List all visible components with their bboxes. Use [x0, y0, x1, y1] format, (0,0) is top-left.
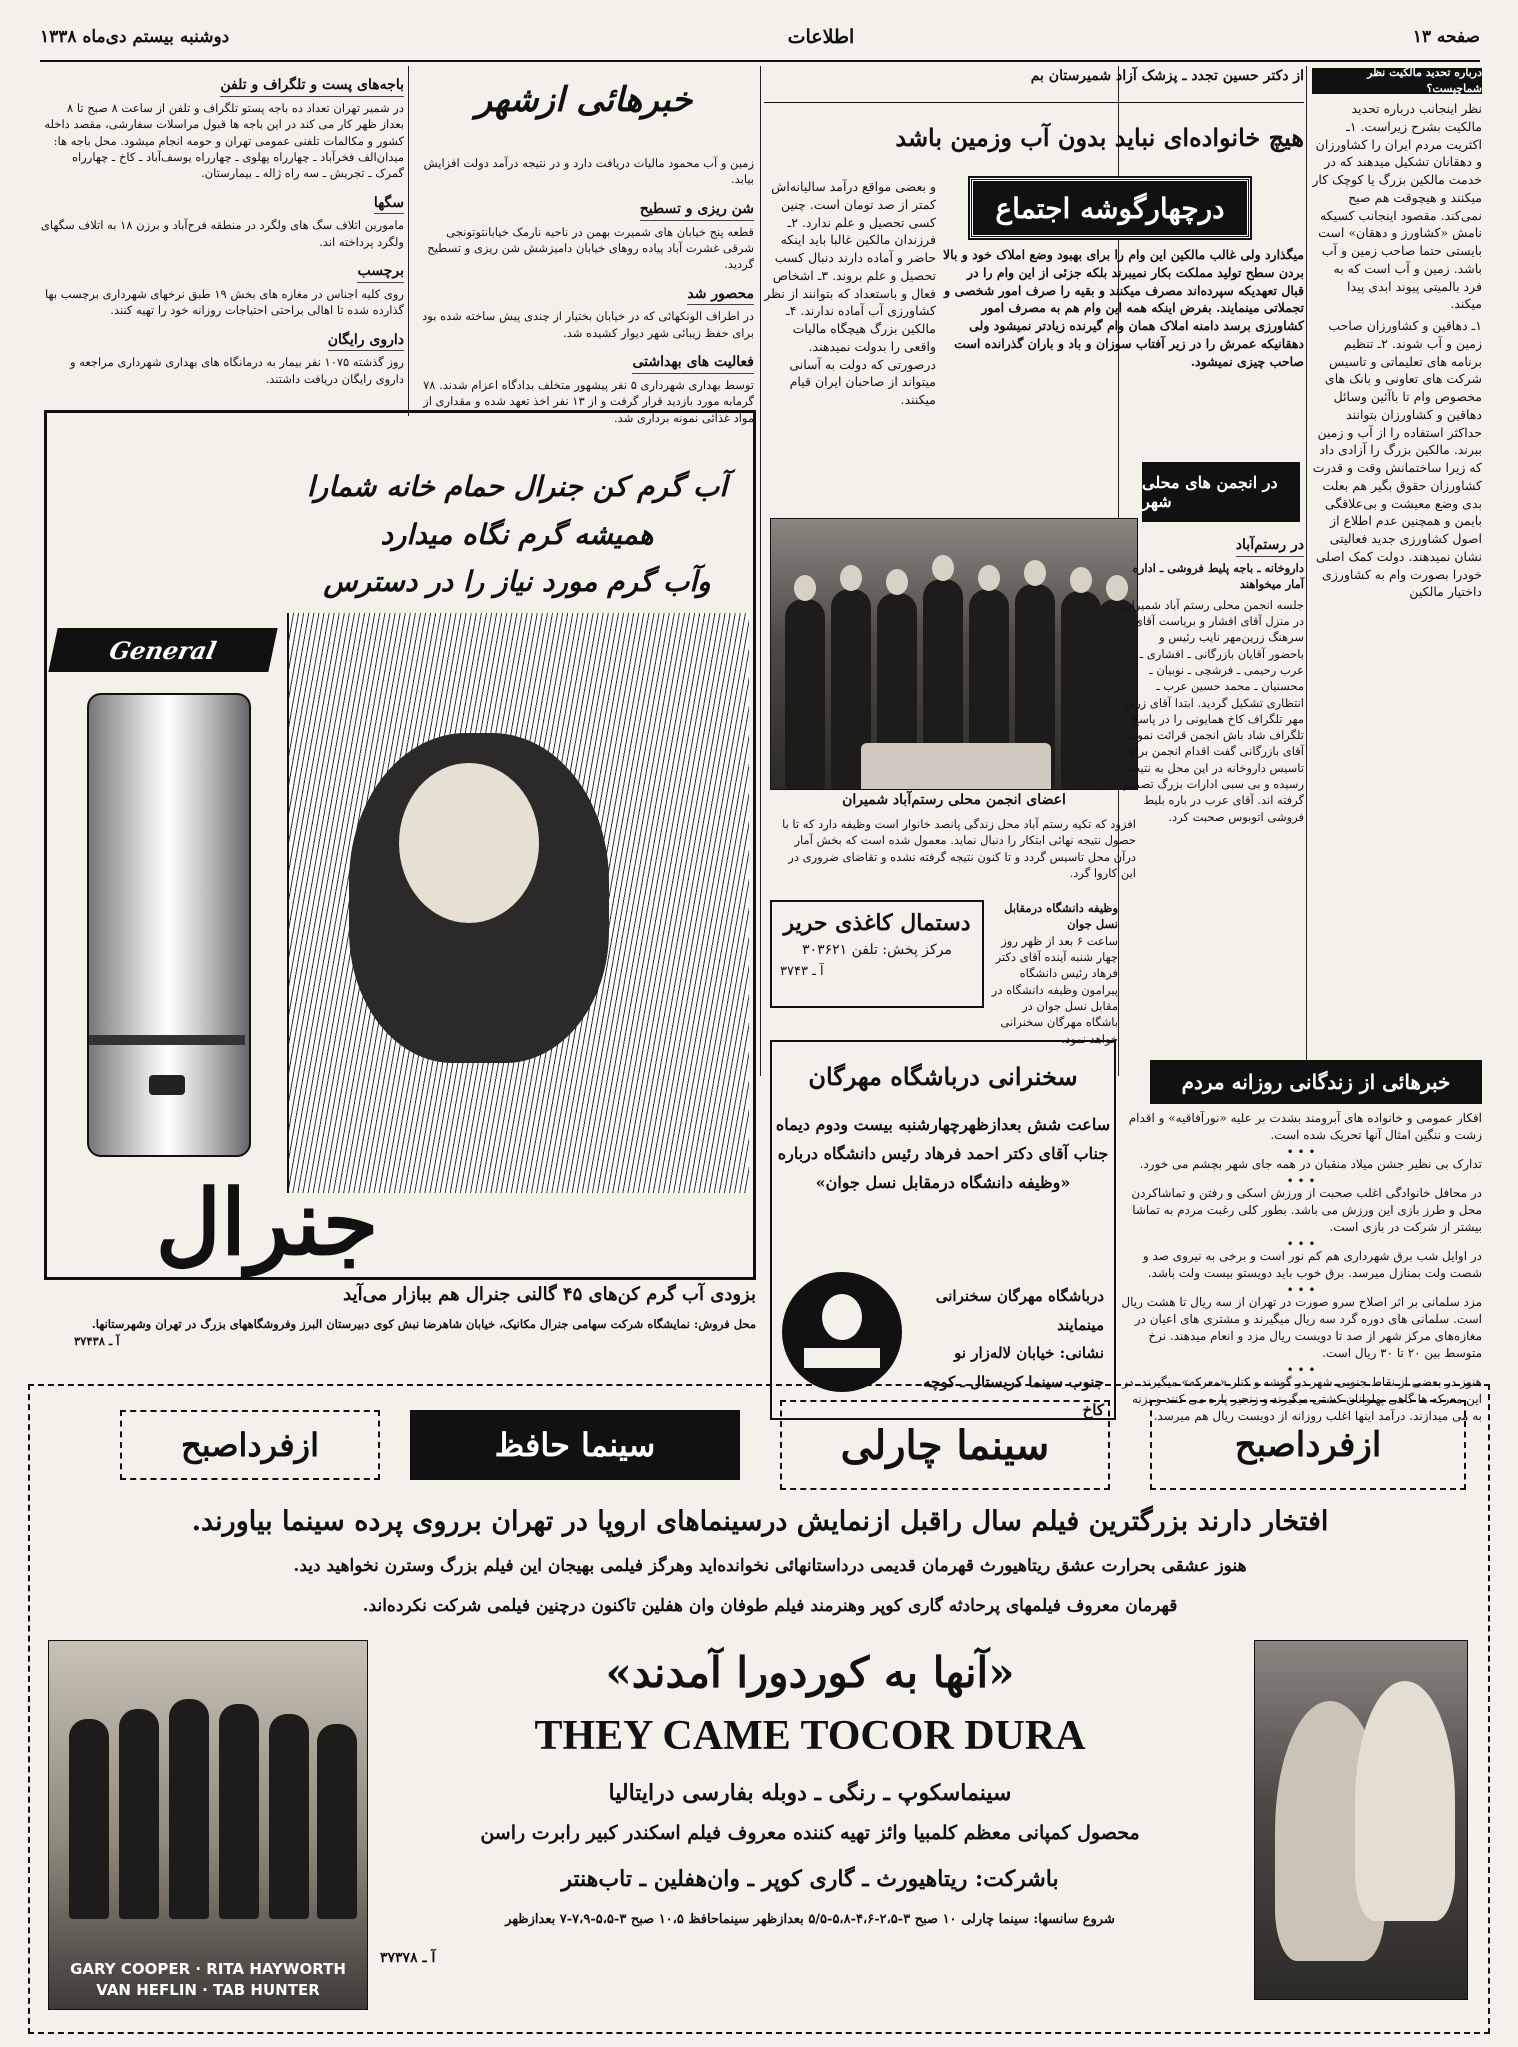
- page-header: [40, 14, 1480, 62]
- city-news-body: مامورین اتلاف سگ های ولگرد در منطقه فرح‌آباد و برزن ۱۸ به اتلاف سگهای ولگرد پرداخته اند.: [40, 218, 404, 249]
- lecture-address: نشانی: خیابان لاله‌زار نو: [954, 1344, 1104, 1362]
- header-newspaper-name: اطلاعات: [787, 26, 855, 48]
- lecture-emblem-icon: [782, 1272, 902, 1392]
- separator-dots: • • •: [1286, 1363, 1316, 1378]
- separator-dots: • • •: [1286, 1283, 1316, 1298]
- daily-news-list: [1120, 1110, 1482, 1430]
- photo-caption: اعضای انجمن محلی رستم‌آباد شمیران: [842, 792, 1066, 808]
- city-news-subheading: سگها: [374, 194, 404, 215]
- film-producer: محصول کمپانی معظم کلمبیا وائز تهیه کننده معروف فیلم اسکندر کبیر رابرت راسن: [480, 1822, 1140, 1844]
- article-paragraph: و بعضی مواقع درآمد سالیانه‌اش کمتر از صد تومان است. چنین کسی تحصیل و علم ندارد. ۲ـ فرزندان مالکین غالبا باید اینکه حاضر و آماده دارند دنبال کسب تحصیل و علم بروند. ۳ـ اشخاص فعال و باستعداد که بتوانند از نظر کشاورزی آب آماده ندارند. ۴ـ مالکین بزرگ هیچگاه مالیات واقعی را بدولت نمیدهند. درصورتی که دولت به آسانی میتواند از صاحبان ایران قیام میکنند.: [764, 179, 936, 407]
- water-heater-icon: [87, 693, 251, 1157]
- water-heater-ad: [44, 410, 756, 1280]
- header-date: دوشنبه بیستم دی‌ماه ۱۳۳۸: [40, 27, 230, 47]
- section-banner: درچهارگوشه اجتماع: [970, 178, 1250, 238]
- lecture-ad: [770, 1040, 1116, 1420]
- heater-slogan: آب گرم کن جنرال حمام خانه شمارا همیشه گرم نگاه میدارد: [306, 470, 728, 551]
- city-news-column-2: [414, 155, 754, 425]
- column-rule: [1306, 66, 1307, 1076]
- cinema-ad-code: آ ـ ۳۷۳۷۸: [380, 1950, 436, 1966]
- city-news-body: توسط بهداری شهرداری ۵ نفر پیشهور متخلف بدادگاه اعزام شدند. ۷۸ گرمابه مورد بازدید قرار گرفت و از ۱۳ نفر اخذ تعهد شده و مقداری از مواد غذائی نمونه برداری شد.: [423, 377, 754, 425]
- column-rule: [408, 66, 409, 416]
- right-column: [1312, 68, 1482, 1068]
- lecture-line: جناب آقای دکتر احمد فرهاد رئیس دانشگاه درباره: [777, 1144, 1109, 1163]
- byline: از دکتر حسین تجدد ـ پزشک آزاد شمیرستان بم: [764, 68, 1304, 103]
- news-item: در محافل خانوادگی اغلب صحبت از ورزش اسکی و رفتن و تماشاکردن محل و طرز بازی این ورزش می باشد. بطور کلی رغبت مردم به تماشا بیشتر از شرکت در بازی است.: [1131, 1186, 1482, 1235]
- city-news-subheading: فعالیت های بهداشتی: [632, 353, 754, 374]
- city-news-title: خبرهائی ازشهر: [475, 80, 693, 120]
- heater-ad-code: آ ـ ۳۷۴۳۸: [74, 1334, 120, 1349]
- city-news-body: قطعه پنج خیابان های شمیرت بهمن در ناحیه نارمک خیابانتوتونجی شرقی غشرت آباد پیاده روهای خیابان دامیزشش شن ریزی و تسطیح گردید.: [427, 224, 754, 272]
- napkin-ad: [770, 900, 984, 1008]
- city-news-body: روز گذشته ۱۰۷۵ نفر بیمار به درمانگاه های بهداری شهرداری مراجعه و داروی رایگان دریافت داشتند.: [70, 355, 404, 386]
- city-news-subheading: محصور شد: [687, 285, 754, 306]
- heater-sale-place: [44, 1316, 756, 1360]
- heater-subline: بزودی آب گرم کن‌های ۴۵ گالنی جنرال هم ببازار می‌آید: [343, 1284, 756, 1305]
- city-news-body: در شمیر تهران تعداد ده باجه پستو تلگراف و تلفن از ساعت ۸ صبح تا ۸ بعداز ظهر کار می کند در این باجه ها قبول مراسلات سفارشی، مقصد داخله کشور و مکالمات تلفنی عمومی تهران و حومه انجام میشود. محل باجه ها: میدان‌الف فخرآباد ـ چهارراه پهلوی ـ چهارراه یوسف‌آباد ـ کاخ ـ چهارراه گمرک ـ تجریش ـ سه راه ژاله ـ بیمارستان.: [44, 100, 404, 181]
- film-format: سینماسکوپ ـ رنگی ـ دوبله بفارسی درایتالیا: [608, 1780, 1012, 1806]
- poster-couple-photo: [1254, 1640, 1468, 2000]
- shower-illustration: [287, 613, 749, 1193]
- news-item: هنوز در بعضی از نقاط جنوبی شهر در گوشه و کنار «معرکه» میگیرند. در این معرکه ها گاهی پهلوانان کشتی میگیرند و زنجیر پاره می کنند و بزنه به می میدازند. درآمد اینها اغلب روزانه از دویست ریال هم میرسد.: [1122, 1375, 1482, 1424]
- city-news-subheading: برچسب: [357, 262, 404, 283]
- lecture-line: درباشگاه مهرگان سخنرانی مینمایند: [935, 1287, 1104, 1334]
- separator-dots: • • •: [1286, 1145, 1316, 1160]
- news-item: افکار عمومی و خانواده های آبرومند بشدت بر علیه «نورآفاقیه» و اقدام زشت و ننگین امثال آنها تحریک شده است.: [1128, 1111, 1482, 1143]
- napkin-ad-code: آ ـ ۳۷۴۳: [780, 964, 824, 979]
- city-news-column: [40, 68, 404, 418]
- film-title-english: THEY CAME TOCOR DURA: [534, 1713, 1086, 1759]
- city-news-subheading: داروی رایگان: [328, 331, 404, 352]
- separator-dots: • • •: [1286, 1174, 1316, 1189]
- daily-news-banner: خبرهائی از زندگانی روزانه مردم: [1150, 1060, 1482, 1104]
- city-news-body: در اطراف الونکهائی که در خیابان بختیار از چندی پیش ساخته شده بود برای حفظ زیبائی شهر دیوار کشیده شد.: [422, 309, 754, 340]
- napkin-ad-title: دستمال کاغذی حریر: [783, 910, 971, 936]
- heater-slogan: وآب گرم مورد نیاز را در دسترس: [323, 565, 711, 599]
- news-item: تدارک بی نظیر جشن میلاد منقبان در همه جای شهر بچشم می خورد.: [1139, 1157, 1482, 1172]
- article-headline: هیچ خانواده‌ای نباید بدون آب وزمین باشد: [895, 123, 1304, 152]
- napkin-ad-line: مرکز پخش: تلفن ۳۰۳۶۲۱: [802, 942, 952, 958]
- cinema-line: قهرمان معروف فیلمهای پرحادثه گاری کوپر وهنرمند فیلم طوفان وان هفلین تاکنون درچنین فیلمی شرکت نکرده‌اند.: [362, 1596, 1178, 1616]
- cinema-box-left: ازفرداصبح: [120, 1410, 380, 1480]
- film-showtimes: شروع سانسها: سینما چارلی ۱۰ صبح ۳-۲،۵-۴،۶-۵،۸-۵/۵ بعدازظهر سینماحافظ ۱۰،۵ صبح ۳-۵،۵-۷،۹-۷ بعدازظهر: [505, 1912, 1115, 1927]
- header-page-number: صفحه ۱۳: [1412, 27, 1480, 47]
- film-title-persian: «آنها به کوردورا آمدند»: [605, 1648, 1015, 1697]
- lecture-line: «وظیفه دانشگاه درمقابل نسل جوان»: [815, 1173, 1071, 1192]
- cinema-headline: افتخار دارند بزرگترین فیلم سال راقبل ازنمایش درسینماهای اروپا در تهران برروی پرده سینما بیاورند.: [191, 1506, 1329, 1537]
- article-body: ۱ـ دهاقین و کشاورزان صاحب زمین و آب شوند. ۲ـ تنظیم برنامه های تعلیماتی و تاسیس شرکت های تعاونی و بانک های مخصوص وام تا باآئین وسائل دهاقین و کشاورزان بتوانند حداکثر استفاده را از آب و زمین ببرند. مالکین بزرگ را آزادی داد که زیرا ساختمانش وقت و قدرت کشاورزان حقوق بگیر هم بعلت بدی وضع معیشت و بی‌علاقگی بایمن و همچنین عدم اطلاع از اصول کشاورزی جدید فعالیتی نشان نمیدهند. دولت کمک اصلی خودرا بصورت وام به کشاورزی داختیار مالکین: [1312, 318, 1482, 600]
- city-news-subheading: باجه‌های پست و تلگراف و تلفن: [220, 76, 404, 97]
- film-cast: باشرکت: ریتاهیورث ـ گاری کوپر ـ وان‌هفلین ـ تاب‌هنتر: [561, 1866, 1059, 1892]
- separator-dots: • • •: [1286, 1237, 1316, 1252]
- group-photo: [770, 518, 1138, 790]
- society-body-continued: افزود که تکیه رستم آباد محل زندگی پانصد خانوار است وظیفه دارد که تا با حصول نتیجه نهائی ابتکار را دنبال نماید. معمول شده است که بخش آمار درآن محل تاسیس گردد و تا کنون نتیجه گرفته نشده و تقاضای ضروری در این کاروا گرد.: [782, 817, 1136, 880]
- kicker-banner: درباره تحدید مالکیت نظر شماچیست؟: [1312, 68, 1482, 94]
- cinema-box-charli: سینما چارلی: [780, 1400, 1110, 1490]
- university-heading: وظیفه دانشگاه درمقابل نسل جوان: [1004, 901, 1118, 932]
- article-paragraph: میگذارد ولی غالب مالکین این وام را برای بهبود وضع املاک خود و بالا بردن سطح تولید مملکت بکار نمیبرند بلکه جزئی از این وام را در قبال تعهدیکه سپرده‌اند مصرف میکنند و بقیه را صرف امور شخصی و تجملاتی مینمایند. بفرض اینکه همه این وام هم به مصرف امور کشاورزی برسد دامنه املاک همان وام گیرنده زیادتر نمیشود ولی دهقانیکه عمرش را در زیر آفتاب سوزان و باد و باران گذرانده است صاحب چیزی نمیشود.: [943, 247, 1304, 369]
- city-news-body: روی کلیه اجناس در مغازه های بخش ۱۹ طبق نرخهای شهرداری برچسب بها گذارده شده تا اهالی براحتی احتیاجات روزانه خود را تهیه کنند.: [45, 286, 404, 318]
- brand-wordmark: جنرال: [155, 1170, 379, 1276]
- university-note: [990, 900, 1118, 1046]
- article-body: نظر اینجانب درباره تحدید مالکیت بشرح زیراست. ۱ـ اکثریت مردم ایران را کشاورزان و دهقانان تشکیل میدهند که در خدمت مالکین بزرگ یا کوچک کار میکنند و هیچوقت هم صیح نمی‌کند. مقصود اینجانب کسیکه نامش «کشاورز و دهقان» است بایستی حتما صاحب زمین و آب باشد. زمین و آب است که به فرد بالمیتی پیوند ابدی پیدا میکند.: [1312, 101, 1482, 312]
- sale-place-text: محل فروش: نمایشگاه شرکت سهامی جنرال مکانیک، خیابان شاهرضا نبش کوی دبیرستان البرز وفروشگاههای بزرگ در تهران وشهرستانها.: [91, 1317, 756, 1331]
- poster-credit: GARY COOPER · RITA HAYWORTH: [70, 1960, 346, 1978]
- poster-credit: VAN HEFLIN · TAB HUNTER: [96, 1981, 320, 1999]
- article-body-left: [764, 68, 936, 508]
- cinema-box-hafez: سینما حافظ: [410, 1410, 740, 1480]
- general-logo: General: [48, 628, 277, 672]
- society-body: جلسه انجمن محلی رستم آباد شمیران در منزل آقای افشار و بریاست آقای سرهنگ زرین‌مهر نایب رئیس و باحضور آقایان بازرگانی ـ افشاری ـ عرب رحیمی ـ فرشچی ـ نوبیان ـ محسنیان ـ محمد حسین عرب ـ انتظاری تشکیل گردید. ابتدا آقای زرین مهر تلگراف کاخ همایونی را در پاسخ تلگراف شاد باش انجمن قرائت نمود. آقای بازرگانی گفت اقدام انجمن برای تاسیس داروخانه در این محل به نتیجه رسیده و بی سبی ادارات بزرگ تصمیم گرفته اند. آقای عرب در باره بلیط فروشی اتوبوس صحبت کرد.: [1122, 597, 1304, 824]
- society-points: داروخانه ـ باجه پلیط فروشی ـ اداره آمار میخواهند: [1132, 560, 1304, 592]
- cinema-line: هنوز عشقی بحرارت عشق ریتاهیورث قهرمان قدیمی درداستانهائی نخوانده‌اید وهرگز فیلمی بهیجان این فیلم بزرگ وسترن نخواهید دید.: [293, 1556, 1247, 1576]
- society-column: [1122, 528, 1304, 1048]
- city-news-body: زمین و آب محمود مالیات دریافت دارد و در نتیجه درآمد دولت افزایش بیابد.: [423, 156, 754, 187]
- university-body: ساعت ۶ بعد از ظهر روز چهار شنبه آینده آقای دکتر فرهاد رئیس دانشگاه پیرامون وظیفه دانشگاه در مقابل نسل جوان در باشگاه مهرگان سخنرانی خواهد نمود.: [991, 933, 1118, 1046]
- news-item: مزد سلمانی بر اثر اصلاح سرو صورت در تهران از سه ریال تا هشت ریال است. سلمانی های دوره گرد سه ریال میگیرند و مشتری های اعیان در مغازه‌های مرکز شهر از صد تا دویست ریال مزد و انعام میدهند. نرخ متوسط بین ۲۰ تا ۳۰ ریال است.: [1121, 1295, 1482, 1361]
- poster-cast-photo: [48, 1640, 368, 2010]
- society-subheading: در رستم‌آباد: [1236, 536, 1304, 557]
- city-news-subheading: شن ریزی و تسطیح: [640, 200, 754, 221]
- column-rule: [760, 66, 761, 1076]
- lecture-title: سخنرانی درباشگاه مهرگان: [808, 1062, 1078, 1091]
- cinema-box-right: ازفرداصبح: [1150, 1400, 1466, 1490]
- society-banner: در انجمن های محلی شهر: [1142, 462, 1300, 522]
- news-item: در اوایل شب برق شهرداری هم کم نور است و برخی به نیروی صد و شصت ولت بمنازل میرسد. برق خوب باید دویستو بیست ولت باشد.: [1142, 1249, 1482, 1281]
- lecture-address: جنوب سینما کریستال ـ کوچه کاخ: [923, 1372, 1104, 1419]
- lecture-line: ساعت شش بعدازظهرچهارشنبه بیست ودوم دیماه: [775, 1115, 1111, 1134]
